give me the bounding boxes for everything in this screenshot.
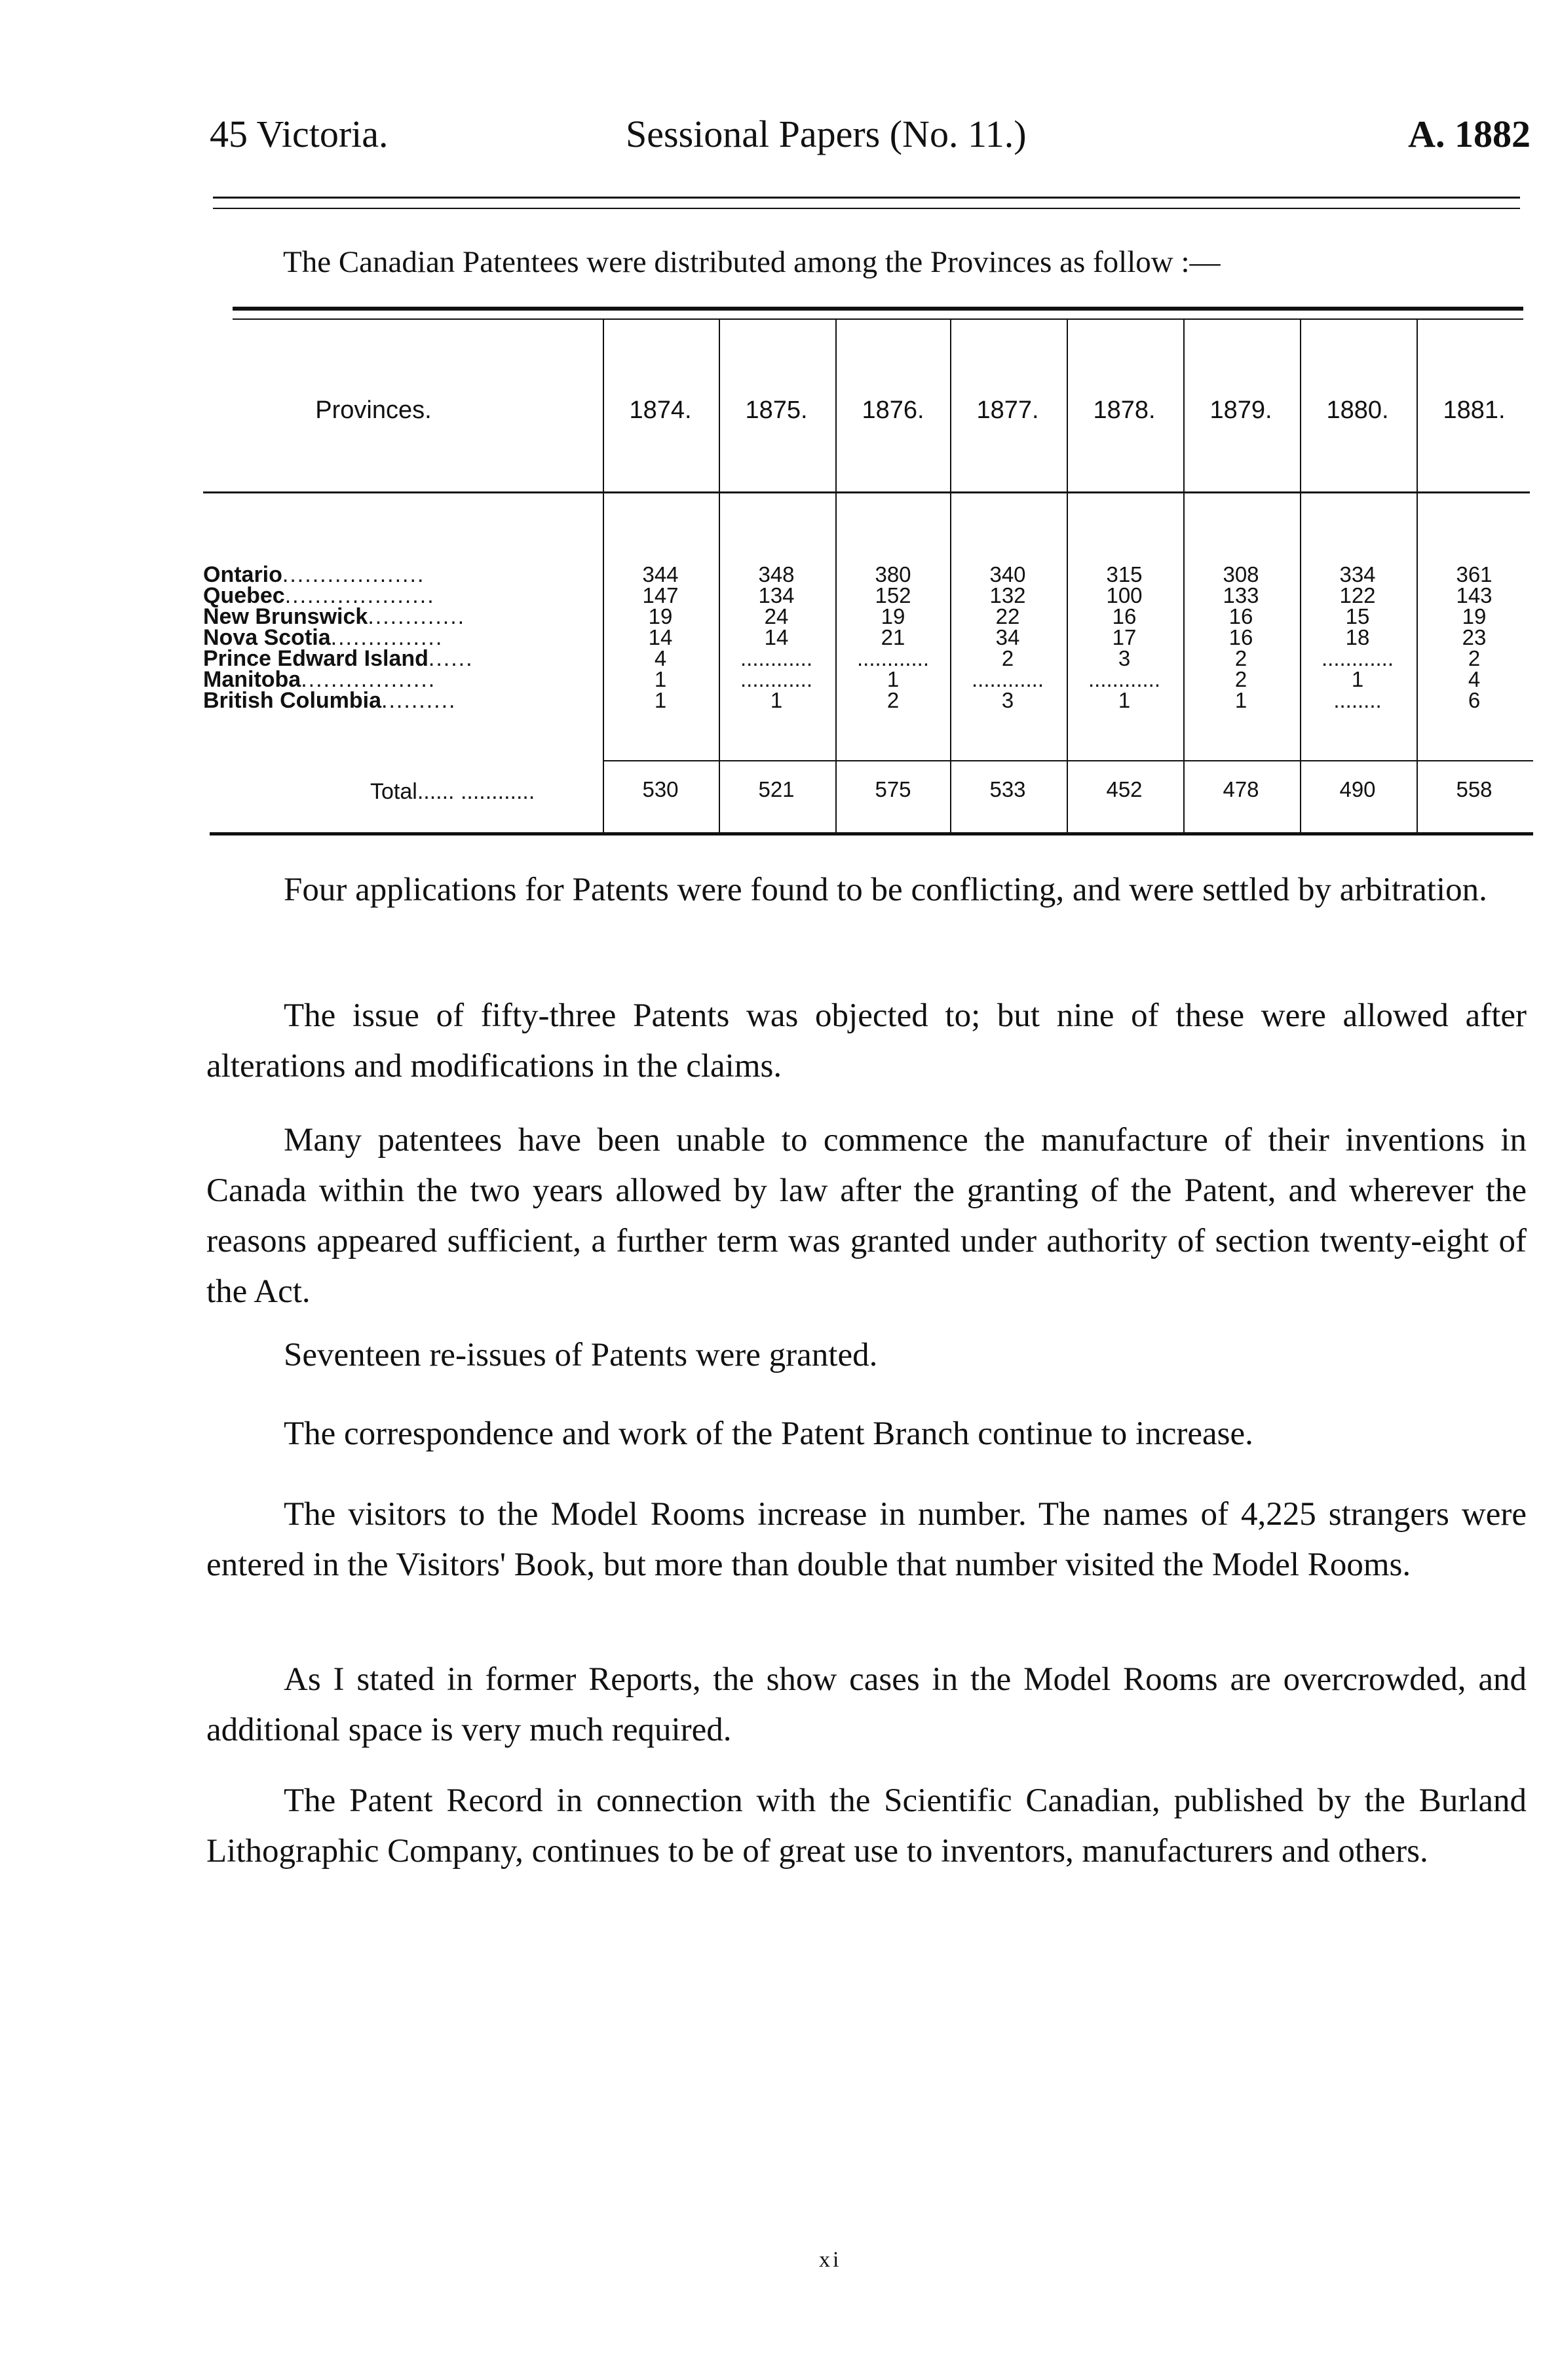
table-cell: 132 [989,583,1026,607]
table-cell: 348 [758,562,795,586]
table-cell: ............ [740,646,813,670]
table-cell: 4 [654,646,667,670]
year-header: 1881. [1443,396,1506,424]
paragraph-reissues: Seventeen re-issues of Patents were granted. [284,1337,878,1373]
province-name: Manitoba.................. [203,667,436,692]
table-cell: ........ [1333,688,1382,712]
province-name: Prince Edward Island...... [203,646,474,671]
table-cell: 1 [654,667,667,691]
header-rule [213,197,1520,209]
year-header: 1875. [745,396,808,424]
session-label: 45 Victoria. [210,113,389,155]
table-cell: 308 [1223,562,1259,586]
publication-title: Sessional Papers (No. 11.) [626,113,1027,155]
table-cell: 22 [995,604,1020,628]
province-name: Ontario................... [203,562,425,587]
table-cell: ............ [856,646,930,670]
total-cell: 521 [758,777,795,801]
table-cell: ............ [1321,646,1394,670]
total-cell: 558 [1456,777,1493,801]
table-cell: 15 [1345,604,1370,628]
table-cell: 17 [1112,625,1137,649]
paragraph-conflicting-applications: Four applications for Patents were found to be conflicting, and were settled by arbitration. [284,872,1487,908]
province-name: Quebec.................... [203,583,435,608]
total-separator-rule [604,760,1533,761]
table-cell: 21 [881,625,905,649]
table-cell: 2 [1468,646,1481,670]
table-cell: 23 [1462,625,1487,649]
table-cell: 16 [1112,604,1137,628]
table-cell: 2 [1234,646,1247,670]
paragraph-patent-record: The Patent Record in connection with the Scientific Canadian, published by the Burland Lithographic Company, continues to be of great use to inventors, manufacturers and others. [206,1782,1527,1870]
table-cell: 334 [1339,562,1376,586]
table-intro: The Canadian Patentees were distributed among the Provinces as follow :— [283,245,1221,279]
province-name: Nova Scotia............... [203,625,444,650]
total-cell: 478 [1223,777,1259,801]
table-cell: 19 [881,604,905,628]
patentees-table [203,320,1533,832]
table-bottom-rule [210,832,1533,835]
total-label: Total...... ............ [370,779,535,804]
table-cell: ............ [1088,667,1161,691]
total-cell: 490 [1339,777,1376,801]
table-cell: 18 [1345,625,1370,649]
table-cell: 361 [1456,562,1493,586]
table-cell: 14 [648,625,673,649]
paragraph-show-cases: As I stated in former Reports, the show cases in the Model Rooms are overcrowded, and additional space is very much required. [206,1661,1527,1748]
table-cell: 152 [875,583,911,607]
provinces-header: Provinces. [315,396,432,424]
table-cell: 344 [642,562,679,586]
table-cell: 19 [648,604,673,628]
year-header: 1879. [1209,396,1272,424]
total-cell: 452 [1106,777,1143,801]
table-cell: 1 [886,667,900,691]
table-cell: 143 [1456,583,1493,607]
table-cell: 34 [995,625,1020,649]
table-cell: 2 [1234,667,1247,691]
table-cell: 1 [1118,688,1131,712]
total-cell: 575 [875,777,911,801]
table-cell: 16 [1228,604,1253,628]
table-cell: 3 [1001,688,1014,712]
table-cell: 1 [1351,667,1364,691]
table-cell: 100 [1106,583,1143,607]
table-cell: 2 [886,688,900,712]
table-cell: 134 [758,583,795,607]
table-cell: 315 [1106,562,1143,586]
province-name: British Columbia.......... [203,688,457,713]
total-cell: 533 [989,777,1026,801]
page-number: xi [819,2248,842,2272]
total-cell: 530 [642,777,679,801]
table-top-rule [233,307,1523,320]
table-cell: ............ [971,667,1044,691]
table-cell: 147 [642,583,679,607]
year-header: 1876. [862,396,924,424]
year-header: 1877. [976,396,1039,424]
table-cell: 1 [770,688,783,712]
paragraph-manufacture-term: Many patentees have been unable to commence the manufacture of their inventions in Canada within the two years allowed by law after the granting of the Patent, and wherever the reasons appeared sufficient, a further term was granted under authority of section twenty-eight of the Act. [206,1122,1527,1310]
paragraph-correspondence: The correspondence and work of the Patent Branch continue to increase. [284,1415,1253,1452]
table-cell: 1 [654,688,667,712]
table-cell: 1 [1234,688,1247,712]
province-name: New Brunswick............. [203,604,466,629]
table-cell: 380 [875,562,911,586]
table-cell: 19 [1462,604,1487,628]
table-cell: 6 [1468,688,1481,712]
table-cell: 340 [989,562,1026,586]
table-cell: ............ [740,667,813,691]
table-cell: 16 [1228,625,1253,649]
table-cell: 14 [764,625,789,649]
table-cell: 133 [1223,583,1259,607]
table-cell: 122 [1339,583,1376,607]
year-header: 1874. [629,396,692,424]
year-header: 1878. [1093,396,1156,424]
table-cell: 3 [1118,646,1131,670]
paragraph-model-rooms-visitors: The visitors to the Model Rooms increase in number. The names of 4,225 strangers were entered in the Visitors' Book, but more than double that number visited the Model Rooms. [206,1496,1527,1583]
table-cell: 2 [1001,646,1014,670]
table-cell: 4 [1468,667,1481,691]
year-label: A. 1882 [1408,113,1531,155]
year-header: 1880. [1326,396,1389,424]
table-header-rule [203,491,1530,493]
paragraph-objections: The issue of fifty-three Patents was objected to; but nine of these were allowed after alterations and modifications in the claims. [206,997,1527,1084]
table-cell: 24 [764,604,789,628]
